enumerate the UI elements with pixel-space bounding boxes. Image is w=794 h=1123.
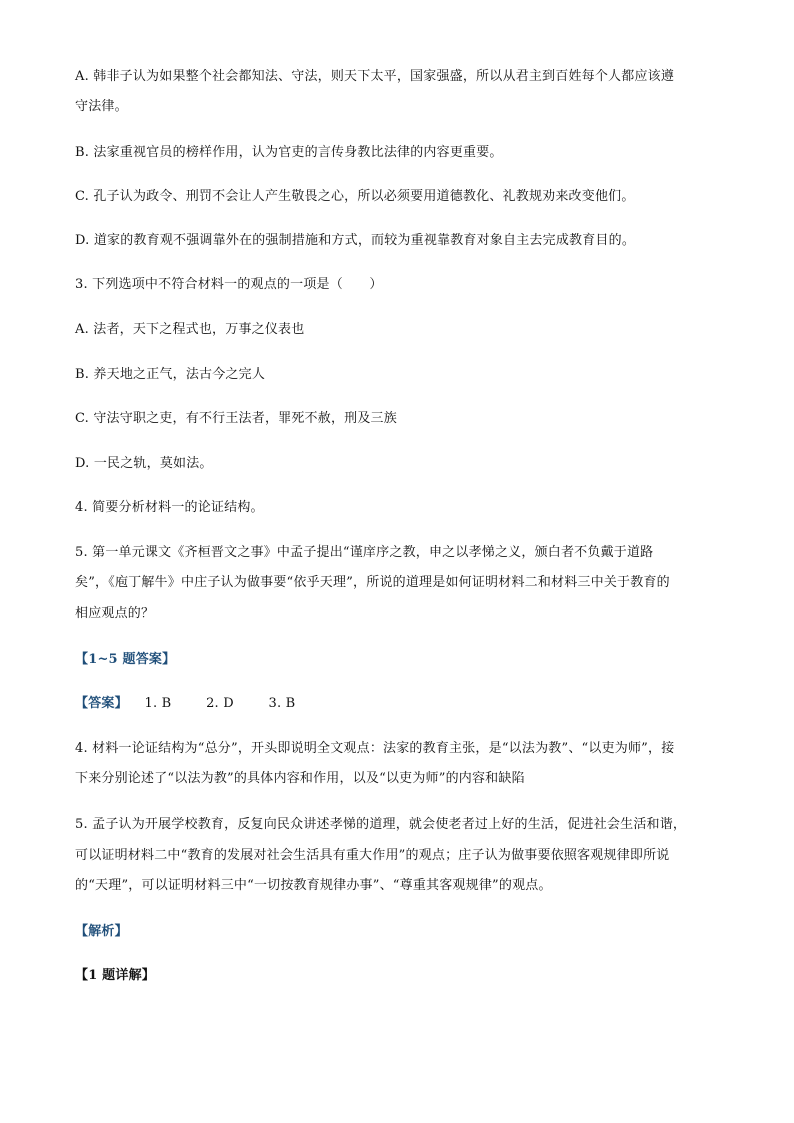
question-3-stem: 3. 下列选项中不符合材料一的观点的一项是（ ） xyxy=(75,277,383,292)
option-2a-line-2: 守法律。 xyxy=(75,99,128,114)
question-5-line-2: 矣”，《庖丁解牛》中庄子认为做事要“依乎天理”，所说的道理是如何证明材料二和材料三中关于教育的 xyxy=(75,575,670,590)
answer-2: 2. D xyxy=(206,696,234,711)
question-3-option-b: B. 养天地之正气，法古今之完人 xyxy=(75,367,266,382)
option-2c: C. 孔子认为政令、刑罚不会让人产生敬畏之心，所以必须要用道德教化、礼教规劝来改变他们。 xyxy=(75,189,635,204)
answer-4-line-2: 下来分别论述了“以法为教”的具体内容和作用，以及“以吏为师”的内容和缺陷 xyxy=(75,771,525,786)
answer-3: 3. B xyxy=(268,696,296,711)
question-3-option-c: C. 守法守职之吏，有不行王法者，罪死不赦，刑及三族 xyxy=(75,411,397,426)
option-2d: D. 道家的教育观不强调靠外在的强制措施和方式，而较为重视靠教育对象自主去完成教育目的。 xyxy=(75,233,636,248)
answer-5-line-1: 5. 孟子认为开展学校教育，反复向民众讲述孝悌的道理，就会使老者过上好的生活，促进社会生活和谐， xyxy=(75,817,687,832)
question-3-option-d: D. 一民之轨，莫如法。 xyxy=(75,456,213,471)
answer-section-header: 【1~5 题答案】 xyxy=(75,652,176,667)
question-5-line-3: 相应观点的？ xyxy=(75,606,155,621)
answer-row xyxy=(75,695,725,713)
question-5-line-1: 5. 第一单元课文《齐桓晋文之事》中孟子提出“谨庠序之教，申之以孝悌之义，颁白者不负戴于道路 xyxy=(75,545,654,560)
option-2a-line-1: A. 韩非子认为如果整个社会都知法、守法，则天下太平，国家强盛，所以从君主到百姓每个人都应该遵 xyxy=(75,69,675,84)
answer-4-line-1: 4. 材料一论证结构为“总分”，开头即说明全文观点：法家的教育主张，是“以法为教”、“以吏为师”，接 xyxy=(75,741,675,756)
analysis-header: 【解析】 xyxy=(75,924,128,939)
detail-header: 【1 题详解】 xyxy=(75,968,155,983)
answer-1: 1. B xyxy=(144,696,172,711)
question-4: 4. 简要分析材料一的论证结构。 xyxy=(75,500,264,515)
question-3-option-a: A. 法者，天下之程式也，万事之仪表也 xyxy=(75,322,305,337)
answer-5-line-2: 可以证明材料二中“教育的发展对社会生活具有重大作用”的观点；庄子认为做事要依照客观规律即所说 xyxy=(75,848,670,863)
answer-label: 【答案】 xyxy=(75,696,128,711)
option-2b: B. 法家重视官员的榜样作用，认为官吏的言传身教比法律的内容更重要。 xyxy=(75,145,503,160)
answer-5-line-3: 的“天理”，可以证明材料三中“一切按教育规律办事”、“尊重其客观规律”的观点。 xyxy=(75,878,552,893)
